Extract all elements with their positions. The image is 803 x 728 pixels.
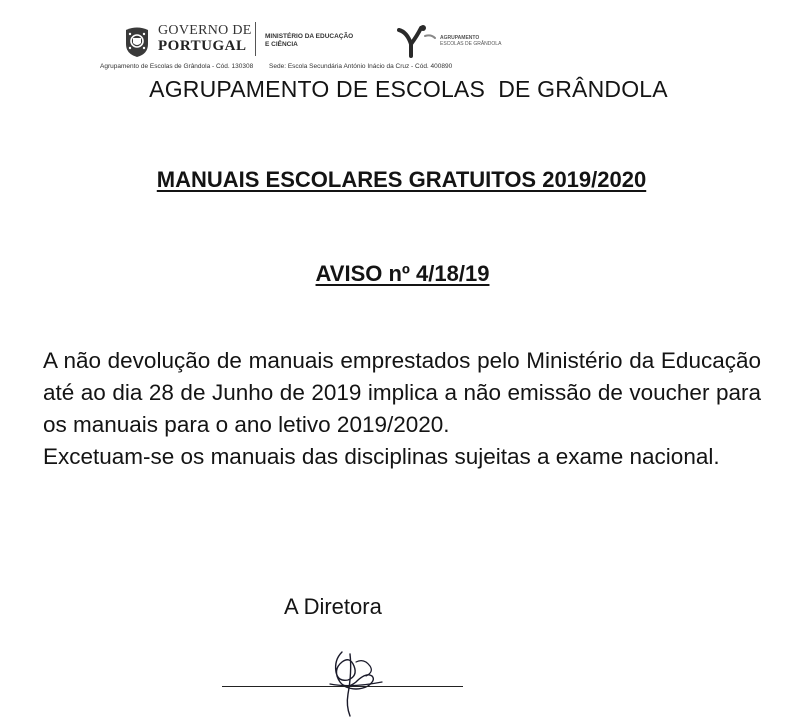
gov-line1: GOVERNO DE — [158, 23, 252, 38]
notice-paragraph-1: A não devolução de manuais emprestados pelo Ministério da Educação até ao dia 28 de Junho de 2019 implica a não emissão de voucher para os manuais para o ano letivo 2019/2020. — [43, 348, 761, 437]
school-logo-line1: AGRUPAMENTO — [440, 35, 480, 41]
organization-title: AGRUPAMENTO DE ESCOLAS DE GRÂNDOLA — [149, 76, 668, 102]
closing-signatory: A Diretora — [284, 594, 382, 619]
seat-info: Sede: Escola Secundária António Inácio da Cruz - Cód. 400890 — [269, 63, 453, 70]
ministry-name — [265, 33, 375, 49]
signature-line — [222, 686, 463, 687]
school-logo-icon — [397, 24, 437, 58]
school-logo-text — [440, 36, 510, 47]
notice-number — [0, 261, 803, 287]
notice-number-text: AVISO nº 4/18/19 — [315, 261, 490, 286]
ministry-line1: MINISTÉRIO DA EDUCAÇÃO — [265, 33, 354, 40]
school-codes-line — [100, 63, 466, 70]
group-code: Agrupamento de Escolas de Grândola - Cód. 130308 — [100, 63, 254, 70]
signature-icon — [312, 642, 392, 720]
government-wordmark — [158, 24, 252, 54]
ministry-line2: E CIÊNCIA — [265, 41, 298, 49]
document-title-text: MANUAIS ESCOLARES GRATUITOS 2019/2020 — [156, 167, 647, 192]
notice-body — [43, 345, 761, 473]
gov-line2: PORTUGAL — [158, 38, 247, 54]
government-emblem-icon — [122, 26, 152, 58]
document-title — [0, 167, 803, 193]
school-logo-line2: ESCOLAS DE GRÂNDOLA — [440, 40, 502, 47]
letterhead-divider — [255, 22, 256, 56]
notice-paragraph-2: Excetuam-se os manuais das disciplinas sujeitas a exame nacional. — [43, 444, 720, 469]
